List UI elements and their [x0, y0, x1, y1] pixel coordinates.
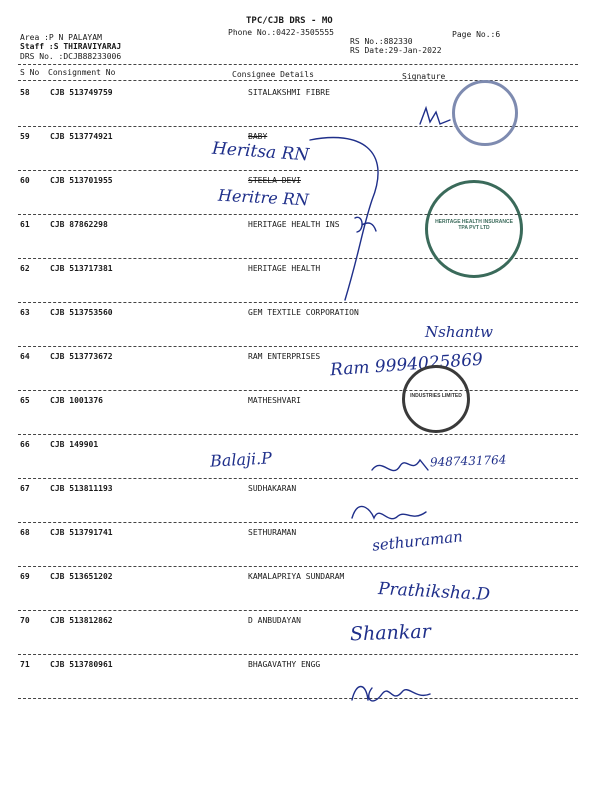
handwritten-signature: sethuraman — [371, 527, 464, 555]
row-sno: 71 — [20, 660, 30, 669]
rs-date: RS Date:29-Jan-2022 — [350, 46, 442, 55]
row-sno: 66 — [20, 440, 30, 449]
col-consignee: Consignee Details — [232, 70, 314, 79]
handwritten-phone: 9487431764 — [429, 452, 507, 470]
round-stamp — [452, 80, 518, 146]
row-consignment: CJB 513701955 — [50, 176, 113, 185]
row-sno: 58 — [20, 88, 30, 97]
row-consignment: CJB 513774921 — [50, 132, 113, 141]
row-consignment: CJB 513773672 — [50, 352, 113, 361]
row-consignee: HERITAGE HEALTH INS — [248, 220, 340, 229]
row-consignee: MATHESHVARI — [248, 396, 301, 405]
row-sno: 63 — [20, 308, 30, 317]
row-sno: 69 — [20, 572, 30, 581]
scribble-71 — [352, 687, 430, 701]
row-consignment: CJB 513811193 — [50, 484, 113, 493]
row-sno: 67 — [20, 484, 30, 493]
handwritten-signature: Shankar — [349, 620, 432, 646]
row-sno: 61 — [20, 220, 30, 229]
row-consignment: CJB 1001376 — [50, 396, 103, 405]
scribble-58 — [420, 108, 450, 124]
row-consignee: BHAGAVATHY ENGG — [248, 660, 321, 669]
row-consignee: SETHURAMAN — [248, 528, 297, 537]
row-consignee: SITALAKSHMI FIBRE — [248, 88, 330, 97]
row-sno: 65 — [20, 396, 30, 405]
row-consignee: RAM ENTERPRISES — [248, 352, 321, 361]
handwritten-signature: Prathiksha.D — [377, 579, 491, 605]
row-consignee: D ANBUDAYAN — [248, 616, 301, 625]
handwritten-signature: Heritsa RN — [211, 138, 310, 166]
handwritten-signature: Nshantw — [425, 323, 493, 341]
page-number: Page No.:6 — [452, 30, 501, 39]
handwritten-signature: Heritre RN — [217, 185, 310, 210]
col-sno: S No — [20, 68, 40, 77]
row-consignment: CJB 513780961 — [50, 660, 113, 669]
row-sno: 62 — [20, 264, 30, 273]
row-consignment: CJB 513753560 — [50, 308, 113, 317]
rs-number: RS No.:882330 — [350, 37, 413, 46]
row-consignment: CJB 513717381 — [50, 264, 113, 273]
row-consignment: CJB 513812862 — [50, 616, 113, 625]
row-consignee: HERITAGE HEALTH — [248, 264, 321, 273]
scribble-67 — [352, 506, 426, 518]
row-sno: 68 — [20, 528, 30, 537]
row-consignment: CJB 513651202 — [50, 572, 113, 581]
row-consignment: CJB 513749759 — [50, 88, 113, 97]
doc-title: TPC/CJB DRS - MO — [246, 16, 333, 26]
scribble-66 — [372, 460, 428, 471]
row-consignment: CJB 149901 — [50, 440, 99, 449]
row-consignee: SUDHAKARAN — [248, 484, 297, 493]
staff-label: Staff :S THIRAVIYARAJ — [20, 42, 122, 51]
phone-number: Phone No.:0422-3505555 — [228, 28, 334, 37]
handwritten-signature: Balaji.P — [209, 448, 273, 471]
area-label: Area :P N PALAYAM — [20, 33, 102, 42]
col-signature: Signature — [402, 72, 446, 81]
row-consignee: STEELA DEVI — [248, 176, 301, 185]
row-consignment: CJB 87862298 — [50, 220, 108, 229]
col-consignment: Consignment No — [48, 68, 116, 77]
row-sno: 70 — [20, 616, 30, 625]
row-consignment: CJB 513791741 — [50, 528, 113, 537]
drs-number: DRS No. :DCJB88233006 — [20, 52, 122, 61]
scribble-bracket — [310, 138, 378, 301]
heritage-seal: HERITAGE HEALTH INSURANCE TPA PVT LTD — [425, 180, 523, 278]
row-sno: 59 — [20, 132, 30, 141]
row-consignee: BABY — [248, 132, 268, 141]
row-sno: 60 — [20, 176, 30, 185]
industries-seal: INDUSTRIES LIMITED — [402, 365, 470, 433]
row-consignee: KAMALAPRIYA SUNDARAM — [248, 572, 345, 581]
row-consignee: GEM TEXTILE CORPORATION — [248, 308, 359, 317]
handwritten-signature: Ram 9994025869 — [329, 349, 484, 381]
row-sno: 64 — [20, 352, 30, 361]
